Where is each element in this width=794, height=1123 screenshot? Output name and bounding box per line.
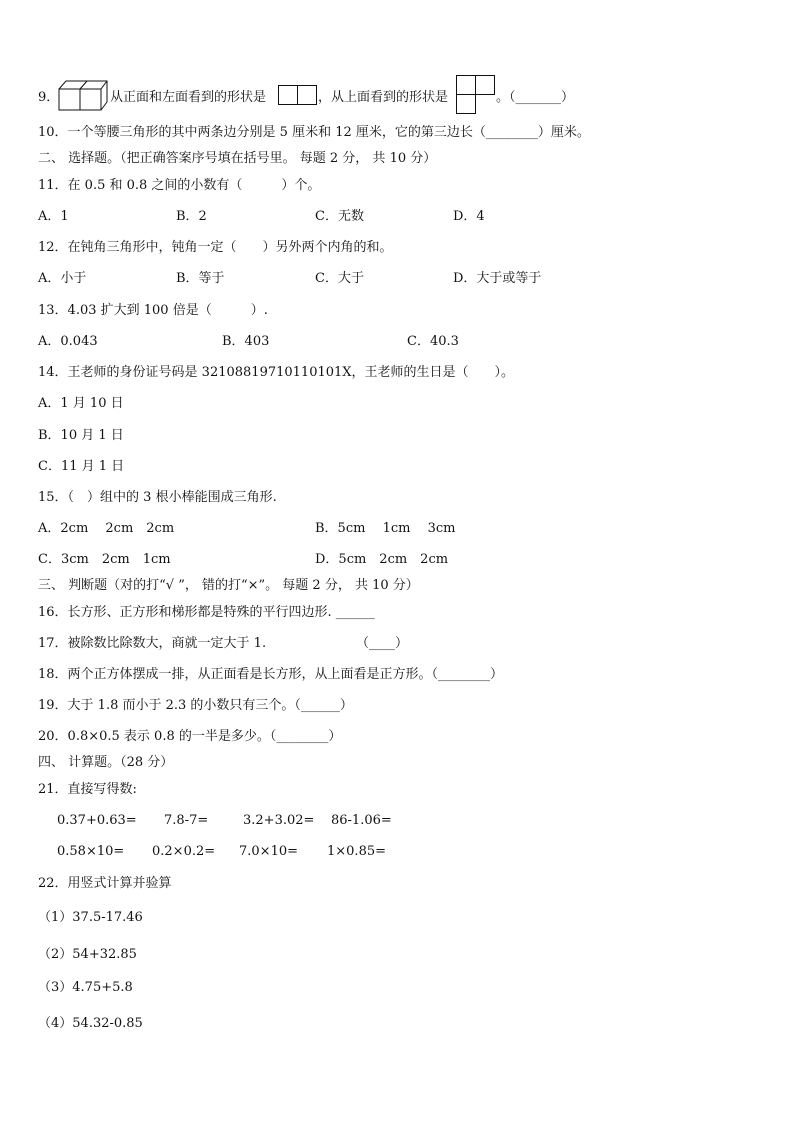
q14-option-c: C．11 月 1 日: [38, 459, 125, 474]
section-3-title: 三、 判断题（对的打“√ ”， 错的打“×”。 每题 2 分， 共 10 分）: [38, 578, 419, 593]
q15-option-d: D．5cm 2cm 2cm: [315, 552, 449, 567]
q9-number: 9．: [38, 90, 60, 105]
q21-row2-item: 0.2×0.2=: [152, 844, 216, 859]
q21-row2-item: 7.0×10=: [239, 844, 299, 859]
q21-row1-item: 3.2+3.02=: [243, 813, 315, 828]
q12-option-d: D．大于或等于: [453, 271, 542, 286]
q15-option-a: A．2cm 2cm 2cm: [38, 521, 175, 536]
q22-text: 22．用竖式计算并验算: [38, 876, 172, 891]
q13-option-c: C．40.3: [407, 334, 459, 349]
q22-item: （3）4.75+5.8: [38, 980, 133, 995]
q11-option-c: C．无数: [315, 209, 364, 224]
q18-text: 18．两个正方体摆成一排，从正面看是长方形，从上面看是正方形。（________）: [38, 667, 504, 682]
q16-text: 16．长方形、正方形和梯形都是特殊的平行四边形. ______: [38, 605, 375, 620]
q19-text: 19．大于 1.8 而小于 2.3 的小数只有三个。（______）: [38, 698, 353, 713]
q21-row2-item: 1×0.85=: [327, 844, 387, 859]
q13-text: 13．4.03 扩大到 100 倍是（ ）.: [38, 303, 268, 318]
q13-option-b: B．403: [222, 334, 270, 349]
q21-text: 21．直接写得数:: [38, 782, 137, 797]
q20-text: 20．0.8×0.5 表示 0.8 的一半是多少。（________）: [38, 729, 342, 744]
q15-text: 15．（ ）组中的 3 根小棒能围成三角形.: [38, 490, 277, 505]
q14-text: 14．王老师的身份证号码是 32108819710110101X，王老师的生日是（ ）。: [38, 365, 515, 380]
q11-option-d: D．4: [453, 209, 485, 224]
q21-row1-item: 86-1.06=: [331, 813, 392, 828]
q22-item: （2）54+32.85: [38, 947, 137, 962]
two-cubes-icon: [58, 79, 108, 111]
q9-text-b: ，从上面看到的形状是: [318, 90, 449, 105]
q21-row1-item: 7.8-7=: [164, 813, 209, 828]
q11-option-b: B．2: [176, 209, 207, 224]
q21-row1-item: 0.37+0.63=: [57, 813, 137, 828]
q14-option-a: A．1 月 10 日: [38, 396, 124, 411]
q15-option-b: B．5cm 1cm 3cm: [315, 521, 456, 536]
q12-option-b: B．等于: [176, 271, 225, 286]
section-2-title: 二、 选择题。（把正确答案序号填在括号里。 每题 2 分， 共 10 分）: [38, 151, 437, 166]
q11-option-a: A．1: [38, 209, 69, 224]
q15-option-c: C．3cm 2cm 1cm: [38, 552, 171, 567]
q9-text-a: 从正面和左面看到的形状是: [110, 90, 267, 105]
q12-option-a: A．小于: [38, 271, 87, 286]
q10-text: 10．一个等腰三角形的其中两条边分别是 5 厘米和 12 厘米，它的第三边长（________）厘米。: [38, 125, 590, 140]
q14-option-b: B．10 月 1 日: [38, 428, 124, 443]
q21-row2-item: 0.58×10=: [57, 844, 125, 859]
q12-option-c: C．大于: [315, 271, 364, 286]
section-4-title: 四、 计算题。（28 分）: [38, 755, 174, 770]
q12-text: 12．在钝角三角形中，钝角一定（ ）另外两个内角的和。: [38, 240, 393, 255]
front-view-figure: [278, 85, 318, 106]
q11-text: 11．在 0.5 和 0.8 之间的小数有（ ）个。: [38, 178, 321, 193]
q9-text-c: 。（_______）: [496, 90, 575, 105]
q22-item: （4）54.32-0.85: [38, 1016, 143, 1031]
q17-blank: （____）: [356, 636, 409, 651]
q22-item: （1）37.5-17.46: [38, 910, 143, 925]
q17-text: 17．被除数比除数大，商就一定大于 1.: [38, 636, 267, 651]
top-view-figure: [456, 75, 496, 115]
q13-option-a: A．0.043: [38, 334, 98, 349]
